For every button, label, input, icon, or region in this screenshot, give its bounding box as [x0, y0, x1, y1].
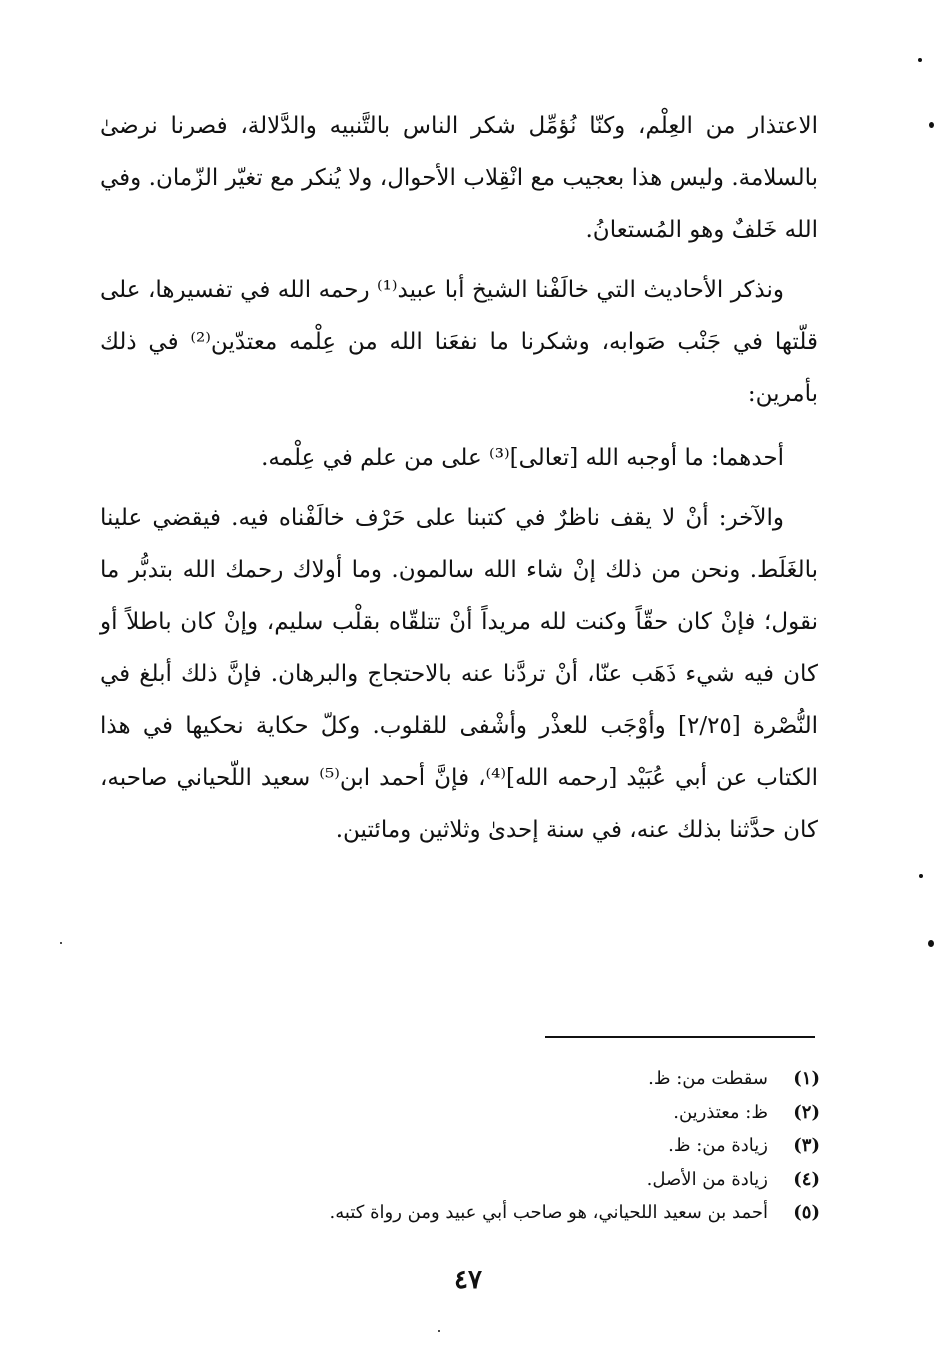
- footnote-text: سقطت من: ظ.: [648, 1068, 768, 1089]
- footnote-number: (٢): [793, 1101, 820, 1123]
- paragraph-1: الاعتذار من العِلْم، وكنّا نُؤمِّل شكر الناس بالتَّنبيه والدَّلالة، فصرنا نرضىٰ بالسلامة. وليس هذا بعجيب مع انْقِلاب الأحوال، ولا يُنكر مع تغيّر الزّمان. وفي الله خَلفٌ وهو المُستعانُ.: [100, 113, 818, 243]
- scan-speck: [919, 874, 923, 878]
- scan-speck: [929, 122, 934, 128]
- footnote-number: (١): [793, 1068, 820, 1089]
- paragraph-4: والآخر: أنْ لا يقف ناظرٌ في كتبنا على حَرْف خالَفْناه فيه. فيقضي علينا بالغَلَط. ونحن من ذلك إنْ شاء الله سالمون. وما أولاك رحمك الله بتدبُّر ما نقول؛ فإنْ كان حقّاً وكنت لله مريداً أنْ تتلقّاه بقلْب سليم، وإنْ كان باطلاً أو كان فيه شيء ذَهَب عنّا، أنْ تردَّنا عنه بالاحتجاج والبرهان. فإنَّ ذلك أبلغ في النُّصْرة [٢/٢٥] وأوْجَب للعذْر وأشْفى للقلوب. وكلّ حكاية نحكيها في هذا الكتاب عن أبي عُبَيْد [رحمه الله]⁽⁴⁾، فإنَّ أحمد ابن⁽⁵⁾ سعيد اللّحياني صاحبه، كان حدَّثنا بذلك عنه، في سنة إحدىٰ وثلاثين ومائتين.: [100, 505, 819, 843]
- footnote-separator: [545, 1036, 815, 1038]
- footnote-number: (٣): [793, 1135, 820, 1156]
- scan-speck: [928, 940, 934, 947]
- footnote-text: زيادة من الأصل.: [646, 1168, 768, 1190]
- footnote-number: (٤): [793, 1168, 820, 1190]
- footnote-4: [200, 1163, 820, 1197]
- scan-speck: [438, 1330, 440, 1332]
- scan-speck: [918, 58, 922, 62]
- footnote-5: [200, 1196, 820, 1230]
- paragraph-3: أحدهما: ما أوجبه الله [تعالى]⁽³⁾ على من علم في عِلْمه.: [261, 445, 784, 471]
- main-text-block: [100, 100, 818, 864]
- footnote-number: (٥): [793, 1202, 820, 1223]
- footnote-text: زيادة من: ظ.: [668, 1135, 768, 1156]
- paragraph-2: ونذكر الأحاديث التي خالَفْنا الشيخ أبا عبيد⁽¹⁾ رحمه الله في تفسيرها، على قلّتها في جَنْب صَوابه، وشكرنا ما نفعَنا الله من عِلْمه معتدّين⁽²⁾ في ذلك بأمرين:: [100, 277, 818, 407]
- scan-speck: [60, 942, 62, 944]
- footnote-3: [200, 1129, 820, 1163]
- footnote-text: ظ: معتذرين.: [673, 1101, 768, 1123]
- footnote-1: [200, 1062, 820, 1096]
- footnote-2: [200, 1096, 820, 1130]
- footnotes-list: [200, 1062, 820, 1230]
- footnote-text: أحمد بن سعيد اللحياني، هو صاحب أبي عبيد ومن رواة كتبه.: [329, 1202, 768, 1223]
- page-number: ٤٧: [454, 1265, 482, 1295]
